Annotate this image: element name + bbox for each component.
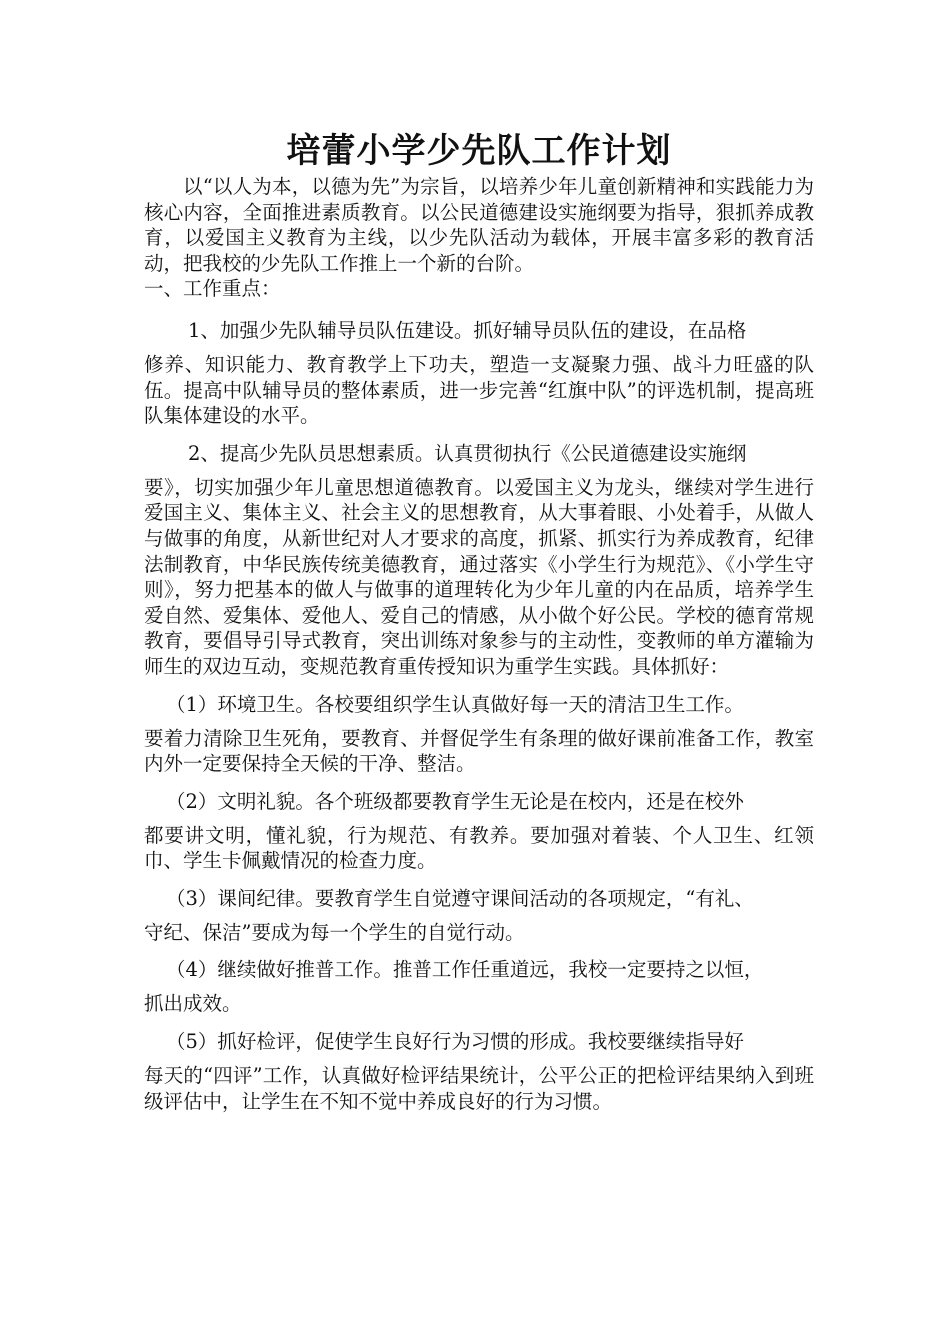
work-item-3 [144, 684, 814, 777]
document-page [144, 128, 814, 1114]
work-item-6 [144, 949, 814, 1017]
work-item-4 [144, 781, 814, 874]
work-item-body: 要》，切实加强少年儿童思想道德教育。以爱国主义为龙头，继续对学生进行爱国主义、集体主义、社会主义的思想教育，从大事着眼、小处着手，从做人与做事的角度，从新世纪对人才要求的高度，抓紧、抓实行为养成教育，纪律法制教育，中华民族传统美德教育，通过落实《小学生行为规范》、《小学生守则》，努力把基本的做人与做事的道理转化为少年儿童的内在品质，培养学生爱自然、爱集体、爱他人、爱自己的情感，从小做个好公民。学校的德育常规教育，要倡导引导式教育，突出训练对象参与的主动性，变教师的单方灌输为师生的双边互动，变规范教育重传授知识为重学生实践。具体抓好： [144, 475, 814, 678]
work-item-lead: （5）抓好检评，促使学生良好行为习惯的形成。我校要继续指导好 [166, 1030, 744, 1054]
work-item-body: 都要讲文明，懂礼貌，行为规范、有教养。要加强对着装、个人卫生、红领巾、学生卡佩戴情况的检查力度。 [144, 823, 814, 873]
section-heading: 一、工作重点： [144, 277, 281, 301]
work-item-lead: （4）继续做好推普工作。推普工作任重道远，我校一定要持之以恒， [166, 958, 764, 982]
work-item-body: 修养、知识能力、教育教学上下功夫，塑造一支凝聚力强、战斗力旺盛的队伍。提高中队辅导员的整体素质，进一步完善“红旗中队”的评选机制，提高班队集体建设的水平。 [144, 352, 814, 428]
work-item-lead: 2、提高少先队员思想素质。认真贯彻执行《公民道德建设实施纲 [188, 441, 747, 465]
work-item-2 [144, 433, 814, 680]
work-item-body: 要着力清除卫生死角，要教育、并督促学生有条理的做好课前准备工作，教室内外一定要保持全天候的干净、整洁。 [144, 726, 814, 776]
work-item-body: 抓出成效。 [144, 992, 242, 1016]
work-item-body: 守纪、保洁”要成为每一个学生的自觉行动。 [144, 920, 525, 944]
work-item-lead: （1）环境卫生。各校要组织学生认真做好每一天的清洁卫生工作。 [166, 692, 744, 716]
work-item-7 [144, 1021, 814, 1114]
work-item-lead: 1、加强少先队辅导员队伍建设。抓好辅导员队伍的建设，在品格 [188, 318, 747, 342]
work-item-lead: （3）课间纪律。要教育学生自觉遵守课间活动的各项规定，“有礼、 [166, 886, 754, 910]
intro-paragraph: 以“以人为本，以德为先”为宗旨，以培养少年儿童创新精神和实践能力为核心内容，全面推进素质教育。以公民道德建设实施纲要为指导，狠抓养成教育，以爱国主义教育为主线，以少先队活动为载体，开展丰富多彩的教育活动，把我校的少先队工作推上一个新的台阶。 [144, 175, 814, 275]
work-item-body: 每天的“四评”工作，认真做好检评结果统计，公平公正的把检评结果纳入到班级评估中，让学生在不知不觉中养成良好的行为习惯。 [144, 1064, 814, 1113]
work-item-1 [144, 310, 814, 429]
work-item-5 [144, 878, 814, 946]
document-title: 培蕾小学少先队工作计划 [286, 131, 672, 171]
work-item-lead: （2）文明礼貌。各个班级都要教育学生无论是在校内，还是在校外 [166, 789, 744, 813]
